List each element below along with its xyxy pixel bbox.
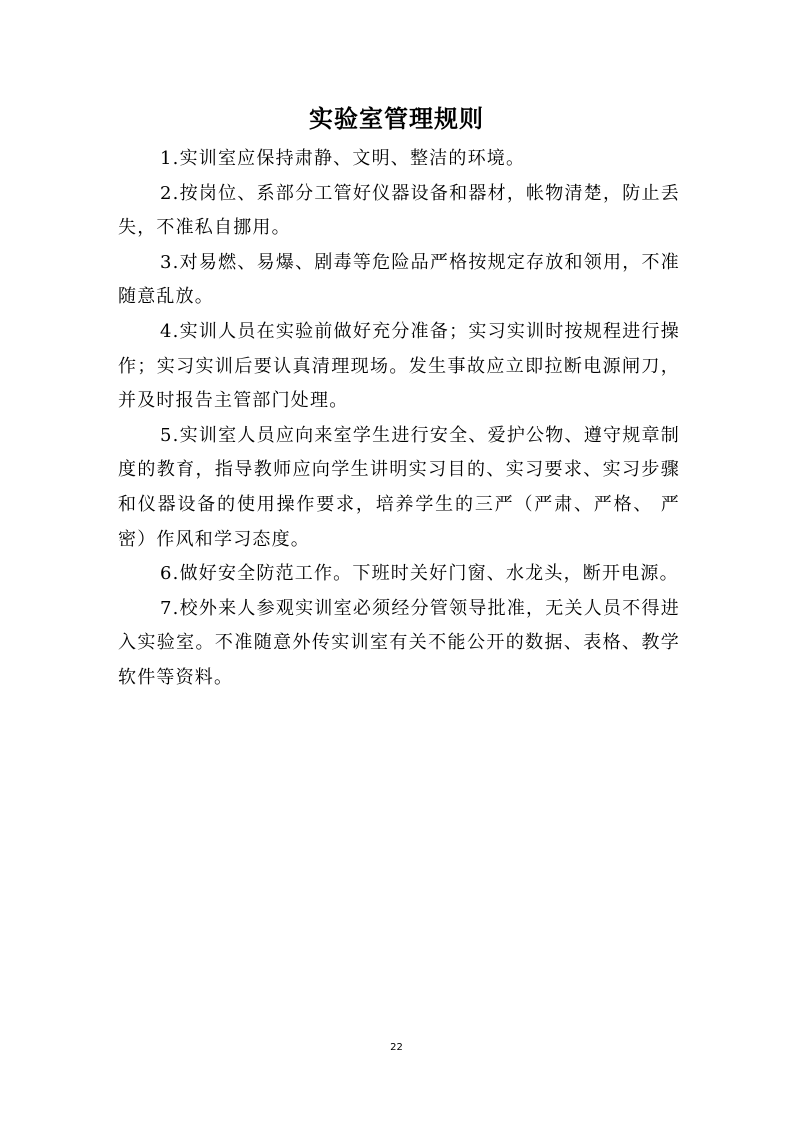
rule-item: 1.实训室应保持肃静、文明、整洁的环境。 (160, 148, 526, 169)
rules-list (118, 142, 680, 696)
rule-item: 6.做好安全防范工作。下班时关好门窗、水龙头，断开电源。 (160, 563, 679, 585)
rule-item: 4.实训人员在实验前做好充分准备；实习实训时按规程进行操作；实习实训后要认真清理现场。发生事故应立即拉断电源闸刀，并及时报告主管部门处理。 (118, 320, 680, 412)
page-title: 实验室管理规则 (309, 104, 484, 133)
rule-item: 2.按岗位、系部分工管好仪器设备和器材，帐物清楚，防止丢失，不准私自挪用。 (118, 182, 680, 239)
rule-item: 7.校外来人参观实训室必须经分管领导批准，无关人员不得进入实验室。不准随意外传实训室有关不能公开的数据、表格、教学软件等资料。 (118, 597, 680, 688)
rule-item: 5.实训室人员应向来室学生进行安全、爱护公物、遵守规章制度的教育，指导教师应向学生讲明实习目的、实习要求、实习步骤和仪器设备的使用操作要求，培养学生的三严（严肃、严格、 严密）作风和学习态度。 (118, 424, 680, 550)
page-number: 22 (390, 1042, 403, 1053)
rule-item: 3.对易燃、易爆、剧毒等危险品严格按规定存放和领用，不准随意乱放。 (118, 251, 680, 308)
